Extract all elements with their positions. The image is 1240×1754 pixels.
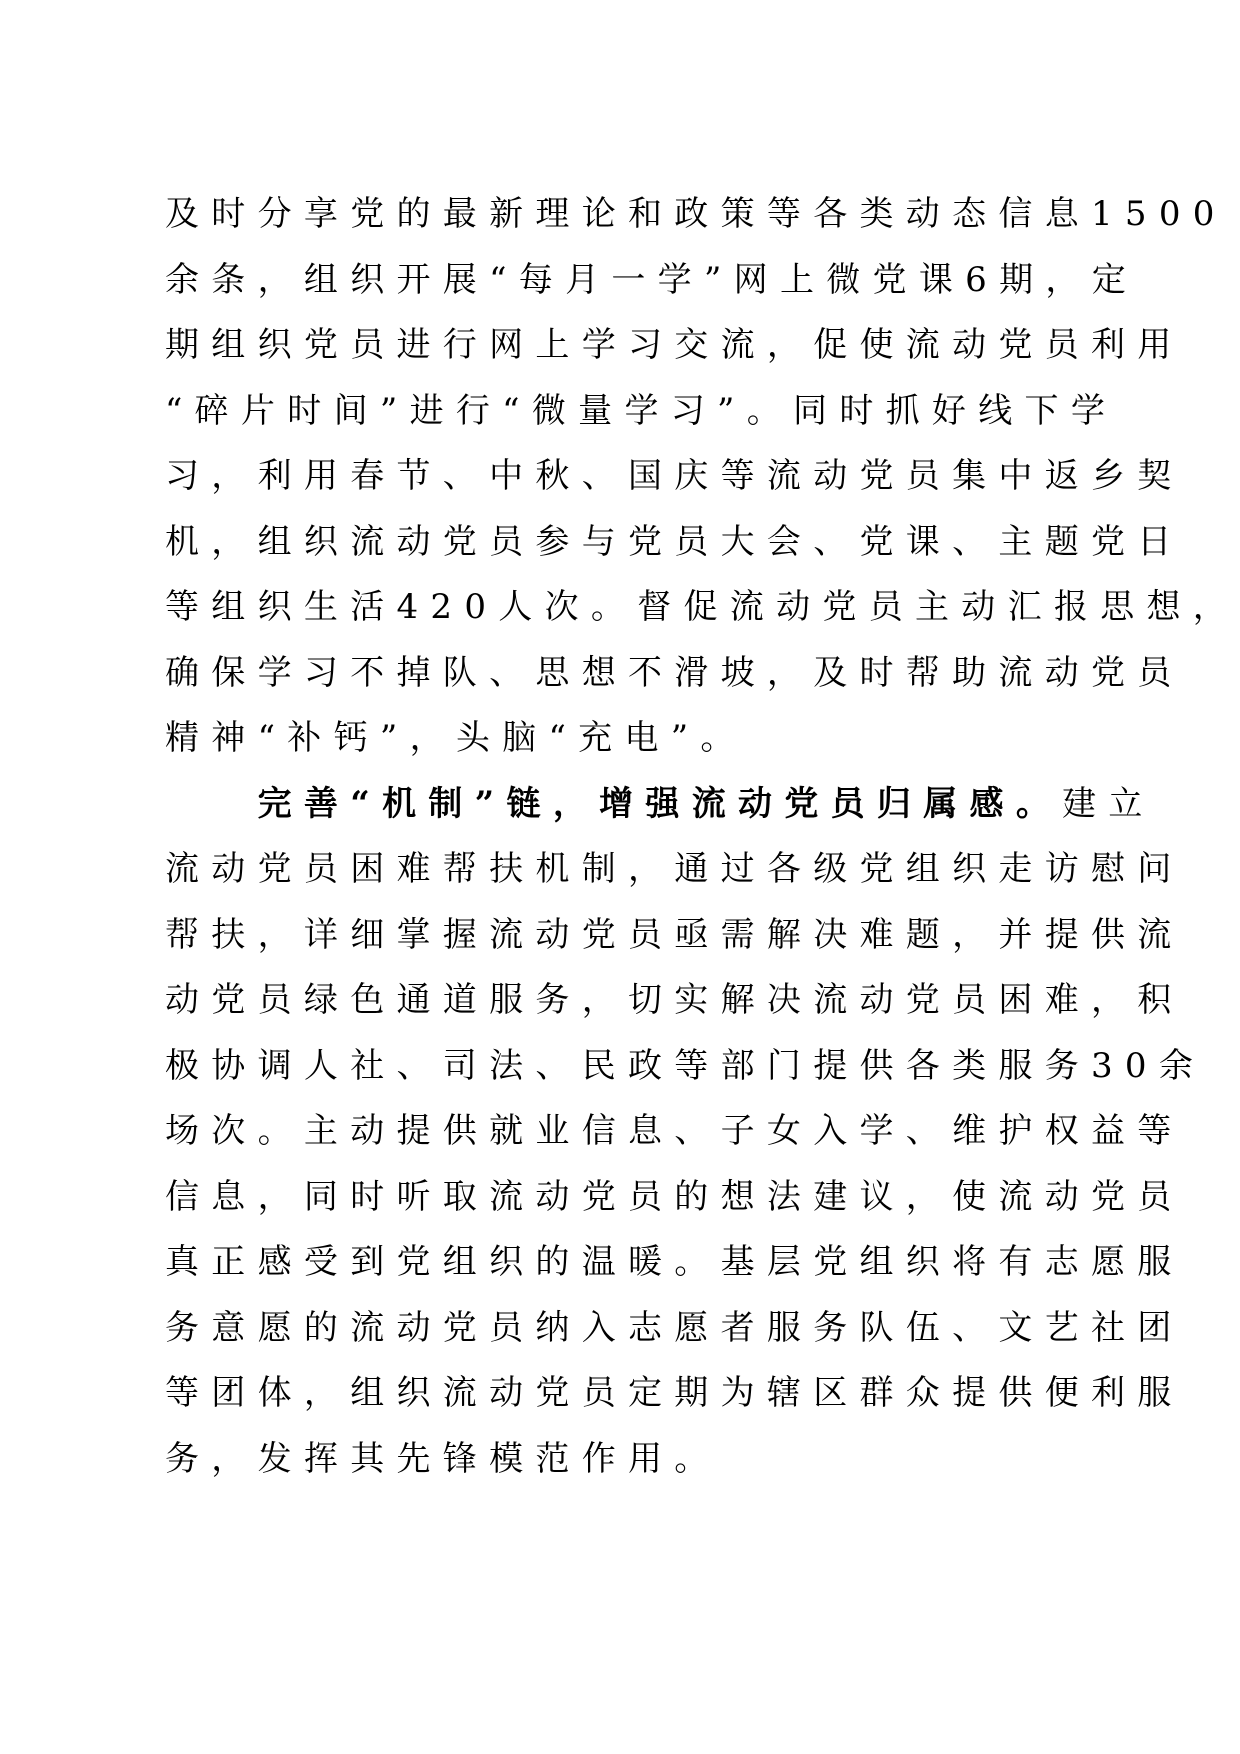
paragraph-mechanism bbox=[165, 772, 1206, 1493]
text-line: “碎片时间”进行“微量学习”。同时抓好线下学 bbox=[165, 390, 1118, 431]
text-fragment: 建立 bbox=[1062, 783, 1155, 824]
paragraph-first-line bbox=[165, 772, 1155, 838]
text-line: 精神“补钙”，头脑“充电”。 bbox=[165, 718, 747, 758]
document-body bbox=[165, 182, 1240, 1492]
text-line: 机，组织流动党员参与党员大会、党课、主题党日 bbox=[165, 521, 1184, 562]
text-line: 帮扶，详细掌握流动党员亟需解决难题，并提供流 bbox=[165, 914, 1184, 955]
text-line: 信息，同时听取流动党员的想法建议，使流动党员 bbox=[165, 1176, 1184, 1217]
text-line: 习，利用春节、中秋、国庆等流动党员集中返乡契 bbox=[165, 456, 1184, 496]
text-line: 极协调人社、司法、民政等部门提供各类服务30余 bbox=[165, 1045, 1206, 1086]
text-line: 动党员绿色通道服务，切实解决流动党员困难，积 bbox=[165, 980, 1184, 1020]
paragraph-learning bbox=[165, 182, 1240, 772]
text-line: 及时分享党的最新理论和政策等各类动态信息1500 bbox=[165, 194, 1227, 234]
text-line: 务，发挥其先锋模范作用。 bbox=[165, 1438, 721, 1479]
text-line: 余条，组织开展“每月一学”网上微党课6期，定 bbox=[165, 259, 1138, 300]
text-line: 等组织生活420人次。督促流动党员主动汇报思想， bbox=[165, 587, 1240, 627]
text-line: 确保学习不掉队、思想不滑坡，及时帮助流动党员 bbox=[165, 652, 1184, 693]
text-line: 期组织党员进行网上学习交流，促使流动党员利用 bbox=[165, 325, 1184, 365]
text-line: 真正感受到党组织的温暖。基层党组织将有志愿服 bbox=[165, 1242, 1184, 1282]
text-line: 务意愿的流动党员纳入志愿者服务队伍、文艺社团 bbox=[165, 1307, 1184, 1348]
text-line: 场次。主动提供就业信息、子女入学、维护权益等 bbox=[165, 1111, 1184, 1151]
text-line: 流动党员困难帮扶机制，通过各级党组织走访慰问 bbox=[165, 849, 1184, 889]
section-heading: 完善“机制”链，增强流动党员归属感。 bbox=[257, 783, 1063, 824]
text-line: 等团体，组织流动党员定期为辖区群众提供便利服 bbox=[165, 1373, 1184, 1413]
